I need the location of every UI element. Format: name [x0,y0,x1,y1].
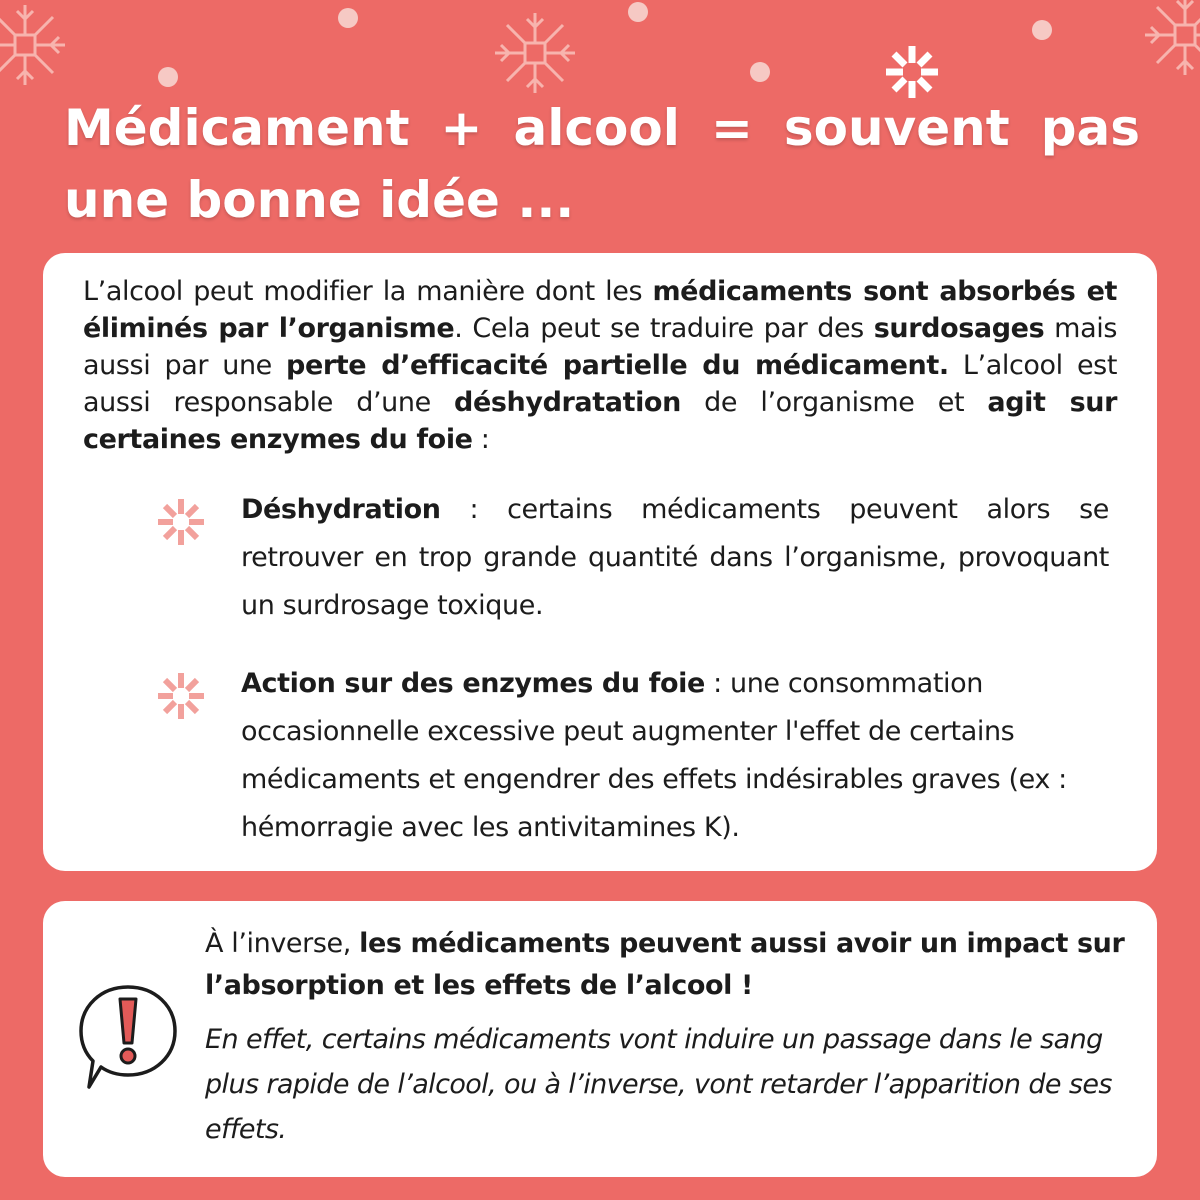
decor-dot [1032,20,1052,40]
snowflake-icon [1140,0,1200,80]
bullet-text [241,660,1109,852]
intro-text: de l’organisme et [680,387,988,418]
intro-text: L’alcool peut modifier la manière dont les [83,276,653,307]
note-text [205,923,1135,1152]
intro-text: . Cela peut se traduire par des [454,313,874,344]
intro-text: mais aussi par une [83,313,1117,381]
bullet-body: : certains médicaments peuvent alors se retrouver en trop grande quantité dans l’organisme, provoquant un surdrosage toxique. [241,494,1109,621]
intro-bold: déshydratation [454,387,681,418]
note-bold: les médicaments peuvent aussi avoir un impact sur l’absorption et les effets de l’alcool ! [205,928,1125,1001]
page-title: Médicament + alcool = souvent pas une bonne idée ... [64,99,1140,229]
snowflake-icon [490,8,580,98]
note-italic: En effet, certains médicaments vont induire un passage dans le sang plus rapide de l’alcool, ou à l’inverse, vont retarder l’apparition de ses effets. [205,1024,1112,1145]
intro-bold: médicaments sont absorbés et éliminés par l’organisme [83,276,1117,344]
warning-speech-bubble-icon [75,981,181,1093]
bullet-item-dehydration [83,486,1117,630]
note-card [43,901,1157,1177]
asterisk-icon [157,498,205,546]
intro-bold: agit sur certaines enzymes du foie [83,387,1117,455]
bullet-body: : une consommation occasionnelle excessive peut augmenter l'effet de certains médicaments et engendrer des effets indésirables graves (ex : hémorragie avec les antivitamines K). [241,668,1067,843]
intro-paragraph [83,273,1117,458]
asterisk-icon [157,672,205,720]
note-heading [205,923,1135,1007]
note-prefix: À l’inverse, [205,928,360,959]
snowflake-icon [0,0,70,90]
info-card [43,253,1157,871]
intro-bold: surdosages [873,313,1045,344]
bullet-heading: Action sur des enzymes du foie [241,668,705,699]
intro-text: L’alcool est aussi responsable d’une [83,350,1118,418]
intro-bold: perte d’efficacité partielle du médicament. [286,350,949,381]
intro-text: : [472,424,490,455]
decor-dot [338,8,358,28]
bullet-item-liver-enzymes [83,660,1117,852]
bullet-heading: Déshydration [241,494,441,525]
bullet-text [241,486,1109,630]
decor-dot [158,67,178,87]
decor-dot [628,2,648,22]
decor-dot [750,62,770,82]
